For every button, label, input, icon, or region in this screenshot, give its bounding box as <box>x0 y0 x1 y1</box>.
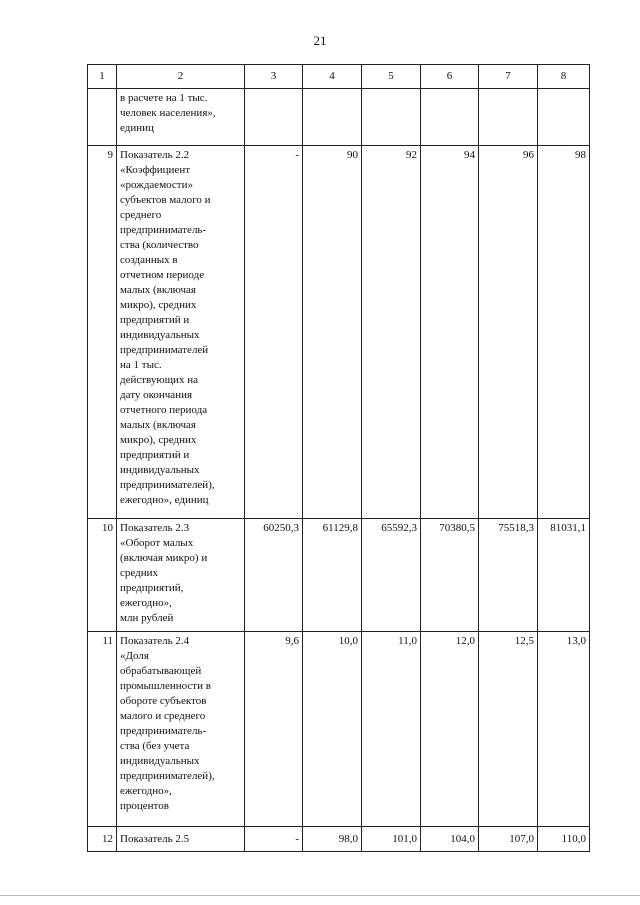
value-cell: 101,0 <box>362 827 421 852</box>
value-cell: 12,0 <box>421 632 479 827</box>
indicator-table <box>87 64 590 852</box>
indicator-name-line: ства (без учета <box>120 740 190 752</box>
header-cell: 1 <box>88 65 117 89</box>
value-cell: 92 <box>362 146 421 519</box>
value-cell: 61129,8 <box>303 519 362 632</box>
header-cell: 2 <box>117 65 245 89</box>
row-index-cell: 11 <box>88 632 117 827</box>
indicator-name-cell <box>117 827 245 852</box>
value-cell: - <box>245 827 303 852</box>
header-cell: 7 <box>479 65 538 89</box>
value-cell: 96 <box>479 146 538 519</box>
row-index-cell: 9 <box>88 146 117 519</box>
indicator-name-line: предприниматель- <box>120 725 207 737</box>
indicator-name-line: предпринимателей), <box>120 479 215 491</box>
value-cell: 90 <box>303 146 362 519</box>
indicator-name-line: предприятий, <box>120 582 184 594</box>
indicator-name-line: ежегодно», <box>120 785 172 797</box>
value-cell: 11,0 <box>362 632 421 827</box>
indicator-name-cell <box>117 146 245 519</box>
table-row <box>88 146 590 519</box>
indicator-name-line: ства (количество <box>120 239 199 251</box>
table-header-row <box>88 65 590 89</box>
indicator-name-line: субъектов малого и <box>120 194 211 206</box>
value-cell <box>245 89 303 146</box>
value-cell <box>479 89 538 146</box>
indicator-name-line: Показатель 2.4 <box>120 635 190 647</box>
table-row <box>88 632 590 827</box>
indicator-name-line: действующих на <box>120 374 198 386</box>
indicator-name-line: малых (включая <box>120 284 196 296</box>
header-cell: 5 <box>362 65 421 89</box>
indicator-name-line: дату окончания <box>120 389 193 401</box>
indicator-name-line: созданных в <box>120 254 178 266</box>
row-index-cell: 10 <box>88 519 117 632</box>
indicator-name-line: предприятий и <box>120 314 190 326</box>
value-cell: 9,6 <box>245 632 303 827</box>
indicator-name-line: обрабатывающей <box>120 665 202 677</box>
indicator-name-line: малых (включая <box>120 419 196 431</box>
indicator-name-line: средних <box>120 567 158 579</box>
indicator-name-line: индивидуальных <box>120 755 200 767</box>
table-row <box>88 89 590 146</box>
value-cell: 12,5 <box>479 632 538 827</box>
indicator-name-line: индивидуальных <box>120 464 200 476</box>
page-number: 21 <box>313 33 327 48</box>
indicator-name-line: индивидуальных <box>120 329 200 341</box>
value-cell: 81031,1 <box>538 519 590 632</box>
page-bottom-edge <box>0 895 640 896</box>
value-cell: 98 <box>538 146 590 519</box>
value-cell: 104,0 <box>421 827 479 852</box>
indicator-name-line: млн рублей <box>120 612 174 624</box>
indicator-name-line: отчетного периода <box>120 404 208 416</box>
value-cell: 94 <box>421 146 479 519</box>
indicator-name-line: Показатель 2.3 <box>120 522 190 534</box>
indicator-name-line: «Доля <box>120 650 149 662</box>
value-cell: 107,0 <box>479 827 538 852</box>
indicator-name-line: предприятий и <box>120 449 190 461</box>
value-cell <box>362 89 421 146</box>
indicator-name-line: Показатель 2.2 <box>120 149 190 161</box>
row-index-cell <box>88 89 117 146</box>
header-cell: 8 <box>538 65 590 89</box>
indicator-name-line: «Оборот малых <box>120 537 194 549</box>
value-cell <box>303 89 362 146</box>
value-cell: 98,0 <box>303 827 362 852</box>
indicator-name-line: ежегодно», единиц <box>120 494 209 506</box>
indicator-name-cell <box>117 632 245 827</box>
value-cell: 13,0 <box>538 632 590 827</box>
header-cell: 3 <box>245 65 303 89</box>
indicator-name-line: единиц <box>120 122 154 134</box>
row-index-cell: 12 <box>88 827 117 852</box>
indicator-name-line: человек населения», <box>120 107 216 119</box>
indicator-name-line: ежегодно», <box>120 597 172 609</box>
indicator-name-line: «Коэффициент <box>120 164 191 176</box>
value-cell: 10,0 <box>303 632 362 827</box>
value-cell: 110,0 <box>538 827 590 852</box>
indicator-name-line: микро), средних <box>120 299 197 311</box>
indicator-name-cell <box>117 519 245 632</box>
indicator-name-line: микро), средних <box>120 434 197 446</box>
indicator-name-line: обороте субъектов <box>120 695 207 707</box>
table-row <box>88 519 590 632</box>
indicator-name-line: предприниматель- <box>120 224 207 236</box>
value-cell <box>538 89 590 146</box>
header-cell: 6 <box>421 65 479 89</box>
value-cell: 75518,3 <box>479 519 538 632</box>
indicator-name-line: Показатель 2.5 <box>120 832 190 845</box>
value-cell <box>421 89 479 146</box>
indicator-name-line: малого и среднего <box>120 710 206 722</box>
value-cell: 60250,3 <box>245 519 303 632</box>
value-cell: 65592,3 <box>362 519 421 632</box>
indicator-name-line: в расчете на 1 тыс. <box>120 92 208 104</box>
indicator-name-line: среднего <box>120 209 162 221</box>
indicator-name-line: предпринимателей), <box>120 770 215 782</box>
indicator-name-cell <box>117 89 245 146</box>
indicator-name-line: процентов <box>120 800 169 812</box>
header-cell: 4 <box>303 65 362 89</box>
indicator-name-line: «рождаемости» <box>120 179 193 191</box>
indicator-name-line: предпринимателей <box>120 344 209 356</box>
value-cell: - <box>245 146 303 519</box>
indicator-name-line: на 1 тыс. <box>120 359 162 371</box>
indicator-name-line: отчетном периоде <box>120 269 205 281</box>
value-cell: 70380,5 <box>421 519 479 632</box>
table-row <box>88 827 590 852</box>
indicator-name-line: промышленности в <box>120 680 211 692</box>
indicator-name-line: (включая микро) и <box>120 552 208 564</box>
